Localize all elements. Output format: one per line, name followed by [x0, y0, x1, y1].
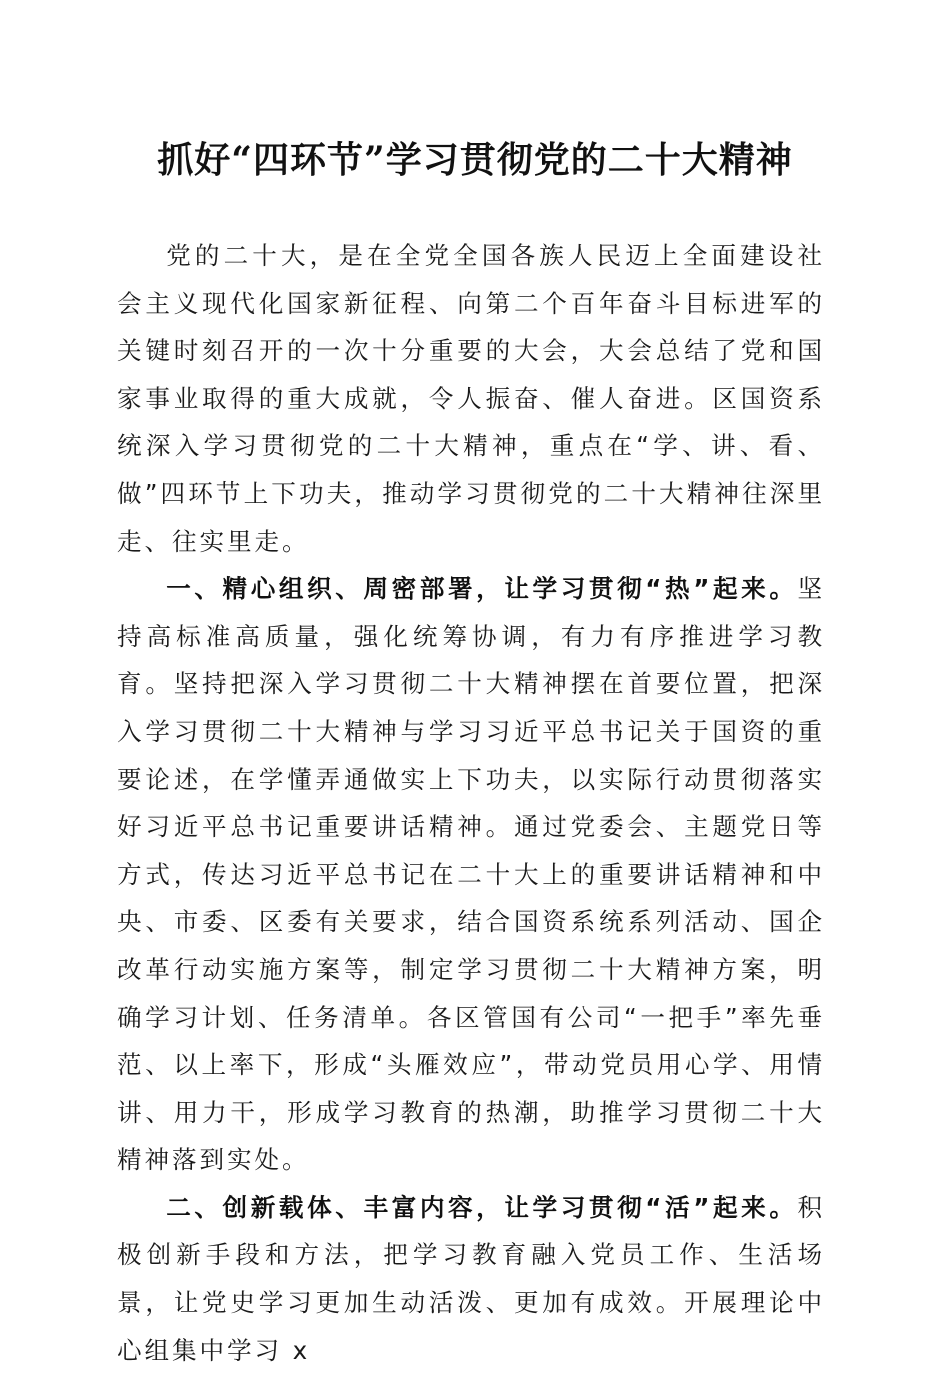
document-body [117, 232, 825, 1374]
paragraph-intro [117, 232, 825, 565]
paragraph-text: 积极创新手段和方法，把学习教育融入党员工作、生活场景，让党史学习更加生动活泼、更加有成效。开展理论中心组集中学习 x [117, 1192, 825, 1365]
paragraph-section-one [117, 565, 825, 1184]
paragraph-text: 党的二十大，是在全党全国各族人民迈上全面建设社会主义现代化国家新征程、向第二个百年奋斗目标进军的关键时刻召开的一次十分重要的大会，大会总结了党和国家事业取得的重大成就，令人振奋、催人奋进。区国资系统深入学习贯彻党的二十大精神，重点在“学、讲、看、做”四环节上下功夫，推动学习贯彻党的二十大精神往深里走、往实里走。 [117, 241, 825, 556]
paragraph-section-two [117, 1184, 825, 1374]
section-heading: 一、精心组织、周密部署，让学习贯彻“热”起来。 [166, 574, 798, 604]
document-title: 抓好“四环节”学习贯彻党的二十大精神 [157, 139, 793, 181]
paragraph-text: 坚持高标准高质量，强化统筹协调，有力有序推进学习教育。坚持把深入学习贯彻二十大精神摆在首要位置，把深入学习贯彻二十大精神与学习习近平总书记关于国资的重要论述，在学懂弄通做实上下功夫，以实际行动贯彻落实好习近平总书记重要讲话精神。通过党委会、主题党日等方式，传达习近平总书记在二十大上的重要讲话精神和中央、市委、区委有关要求，结合国资系统系列活动、国企改革行动实施方案等，制定学习贯彻二十大精神方案，明确学习计划、任务清单。各区管国有公司“一把手”率先垂范、以上率下，形成“头雁效应”，带动党员用心学、用情讲、用力干，形成学习教育的热潮，助推学习贯彻二十大精神落到实处。 [117, 574, 825, 1175]
section-heading: 二、创新载体、丰富内容，让学习贯彻“活”起来。 [166, 1192, 798, 1222]
